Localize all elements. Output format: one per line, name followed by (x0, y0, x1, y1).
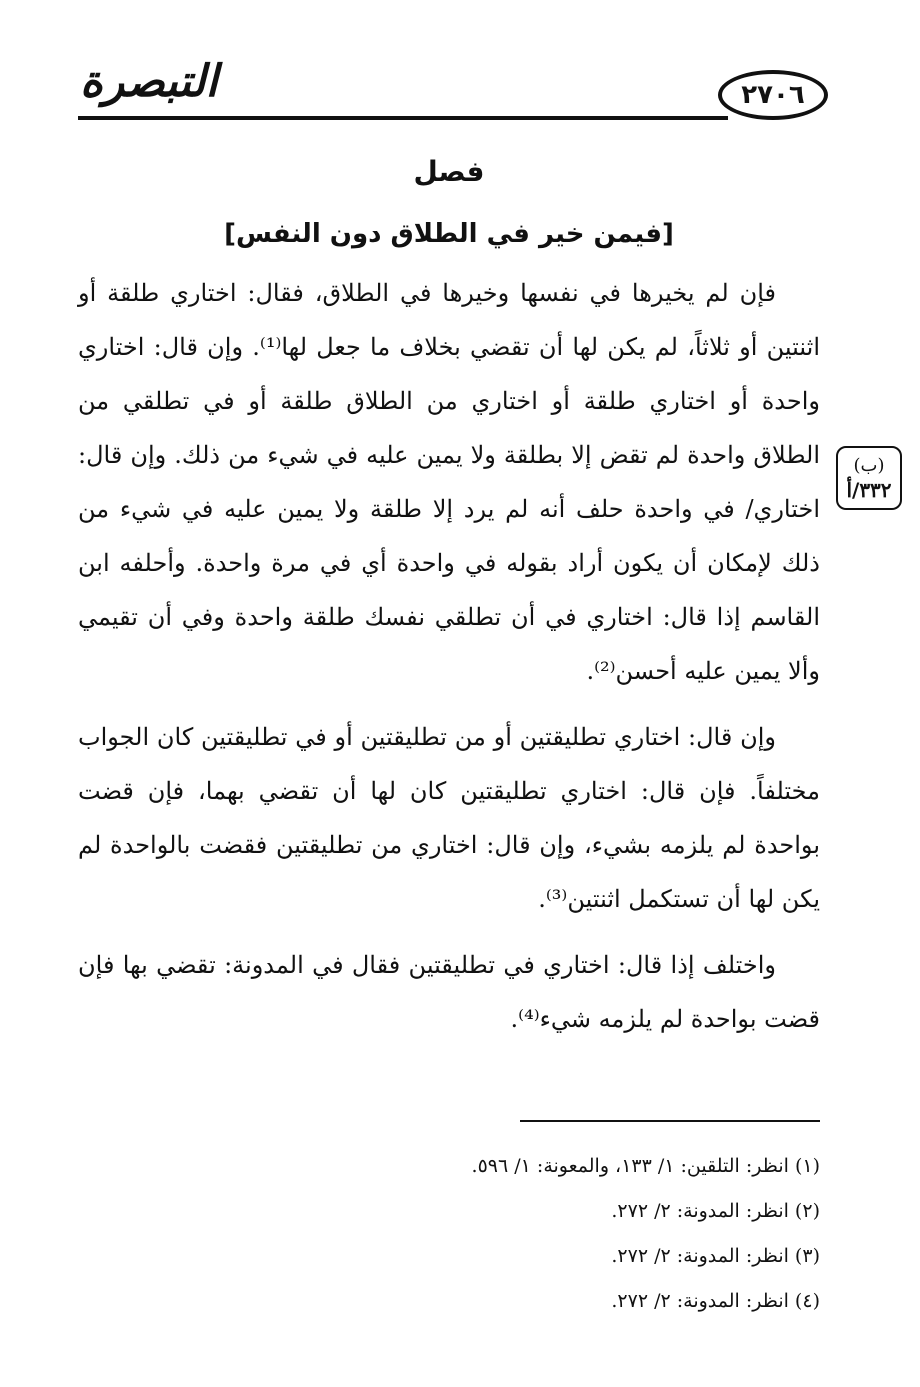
manuscript-folio-marker (836, 446, 902, 510)
section-heading: فصل (413, 155, 485, 188)
folio-number: ٣٣٢/أ (846, 478, 892, 502)
page-number: ٢٧٠٦ (741, 80, 805, 110)
paragraph: واختلف إذا قال: اختاري في تطليقتين فقال في المدونة: تقضي بها فإن قضت بواحدة لم يلزمه شيء⁽⁴⁾. (78, 951, 820, 1033)
footnotes (78, 1144, 820, 1324)
footnote: (٣) انظر: المدونة: ٢/ ٢٧٢. (611, 1245, 820, 1267)
folio-manuscript-label: (ب) (853, 455, 885, 476)
section-subheading: [فيمن خير في الطلاق دون النفس] (224, 219, 674, 249)
header-divider (78, 116, 728, 120)
footnote: (٤) انظر: المدونة: ٢/ ٢٧٢. (611, 1290, 820, 1312)
footnote: (١) انظر: التلقين: ١/ ١٣٣، والمعونة: ١/ ٥٩٦. (471, 1155, 820, 1177)
page-number-badge (718, 70, 828, 120)
paragraph: وإن قال: اختاري تطليقتين أو من تطليقتين أو في تطليقتين كان الجواب مختلفاً. فإن قال: اختاري تطليقتين كان لها أن تقضي بهما، فإن قضت بواحدة لم يلزمه بشيء، وإن قال: اختاري من تطليقتين فقضت بالواحدة لم يكن لها أن تستكمل اثنتين⁽³⁾. (78, 723, 820, 913)
book-title-logo: التبصرة (80, 56, 218, 107)
footnote-divider (520, 1120, 820, 1122)
footnote: (٢) انظر: المدونة: ٢/ ٢٧٢. (611, 1200, 820, 1222)
body-text (78, 266, 820, 1058)
paragraph: فإن لم يخيرها في نفسها وخيرها في الطلاق، فقال: اختاري طلقة أو اثنتين أو ثلاثاً، لم يكن لها أن تقضي بخلاف ما جعل لها⁽¹⁾. وإن قال: اختاري واحدة أو اختاري طلقة أو اختاري من الطلاق طلقة أو في تطلقي من الطلاق واحدة لم تقض إلا بطلقة ولا يمين عليه في شيء من ذلك. وإن قال: اختاري/ في واحدة حلف أنه لم يرد إلا طلقة ولا يمين عليه في شيء من ذلك لإمكان أن يكون أراد بقوله في واحدة أي في مرة واحدة. وأحلفه ابن القاسم إذا قال: اختاري في أن تطلقي نفسك طلقة واحدة وفي أن تقيمي وألا يمين عليه أحسن⁽²⁾. (78, 279, 820, 685)
